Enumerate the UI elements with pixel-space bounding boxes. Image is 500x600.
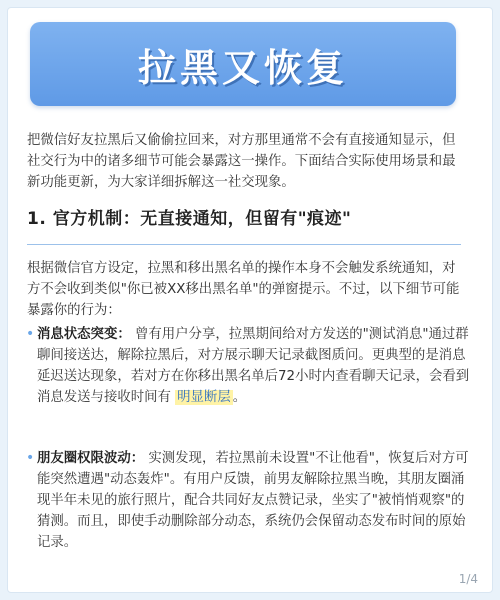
bullet-text: 曾有用户分享，拉黑期间给对方发送的"测试消息"通过群聊间接送达，解除拉黑后，对方展示聊天记录截图质问。更典型的是消息延迟送达现象，若对方在你移出黑名单后72小时内查看聊天记录，会看到消息发送与接收时间有: [37, 327, 470, 405]
bullet-label: 消息状态突变：: [37, 327, 131, 342]
section-paragraph: 根据微信官方设定，拉黑和移出黑名单的操作本身不会触发系统通知，对方不会收到类似"你已被XX移出黑名单"的弹窗提示。不过，以下细节可能暴露你的行为：: [27, 261, 460, 318]
title-banner: [30, 22, 456, 106]
bullet-label: 朋友圈权限波动：: [37, 451, 145, 466]
bullet-item: [26, 324, 471, 408]
bullet-dot-icon: •: [26, 450, 35, 466]
section-heading: 1. 官方机制：无直接通知，但留有"痕迹": [27, 209, 352, 229]
bullet-item: [26, 448, 471, 553]
intro-paragraph: 把微信好友拉黑后又偷偷拉回来，对方那里通常不会有直接通知显示，但社交行为中的诸多细节可能会暴露这一操作。下面结合实际使用场景和最新功能更新，为大家详细拆解这一社交现象。: [27, 133, 456, 190]
bullet-dot-icon: •: [26, 326, 35, 342]
page-title: 拉黑又恢复: [137, 45, 348, 90]
section-divider: [27, 244, 461, 245]
highlight-text: 明显断层: [177, 390, 231, 405]
bullet-text: 实测发现，若拉黑前未设置"不让他看"，恢复后对方可能突然遭遇"动态轰炸"。有用户反馈，前男友解除拉黑当晚，其朋友圈涌现半年未见的旅行照片，配合共同好友点赞记录，坐实了"被悄悄观察"的猜测。而且，即使手动删除部分动态，系统仍会保留动态发布时间的原始记录。: [37, 451, 469, 550]
bullet-tail: 。: [232, 390, 247, 405]
page-number: 1/4: [458, 572, 478, 586]
